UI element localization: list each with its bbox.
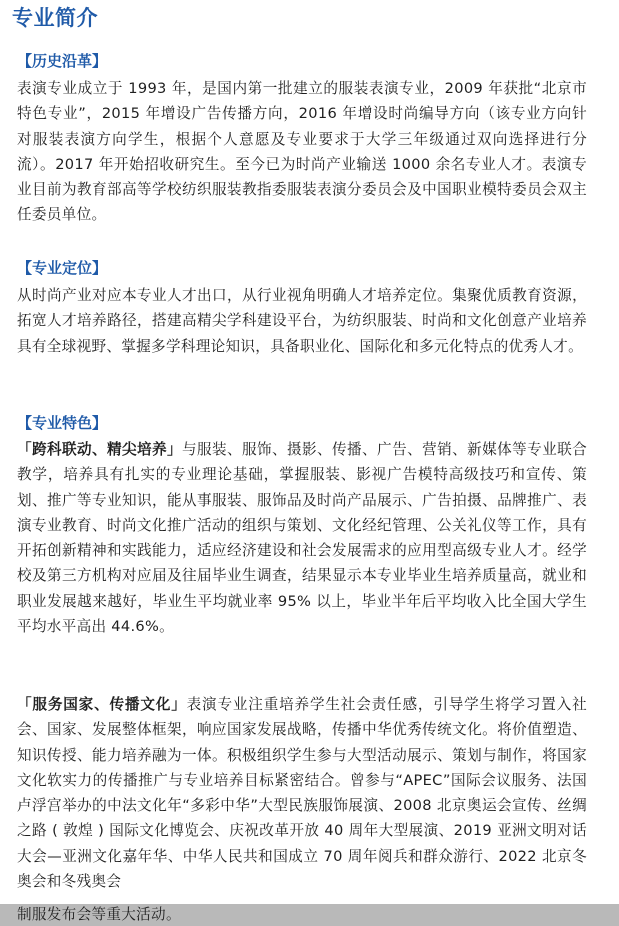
section-text-features-2	[17, 692, 587, 894]
positioning-paragraph: 从时尚产业对应本专业人才出口，从行业视角明确人才培养定位。集聚优质教育资源，拓宽人才培养路径，搭建高精尖学科建设平台，为纺织服装、时尚和文化创意产业培养具有全球视野、掌握多学科理论知识，具备职业化、国际化和多元化特点的优秀人才。	[17, 287, 587, 355]
section-text-history	[17, 76, 587, 228]
section-label-positioning: 【专业定位】	[17, 259, 108, 277]
page-title: 专业简介	[12, 6, 98, 30]
section-text-features-1	[17, 437, 587, 639]
features-paragraph-1-body: 与服装、服饰、摄影、传播、广告、营销、新媒体等专业联合教学，培养具有扎实的专业理论基础，掌握服装、影视广告模特高级技巧和宣传、策划、推广等专业知识，能从事服装、服饰品及时尚产品展示、广告拍摄、品牌推广、表演专业教育、时尚文化推广活动的组织与策划、文化经纪管理、公关礼仪等工作，具有开拓创新精神和实践能力，适应经济建设和社会发展需求的应用型高级专业人才。经学校及第三方机构对应届及往届毕业生调查，结果显示本专业毕业生培养质量高，就业和职业发展越来越好，毕业生平均就业率 95% 以上，毕业半年后平均收入比全国大学生平均水平高出 44.6%。	[17, 441, 587, 636]
features-paragraph-1-lead: 「跨科联动、精尖培养」	[17, 441, 183, 458]
features-paragraph-1	[17, 437, 587, 639]
history-paragraph: 表演专业成立于 1993 年，是国内第一批建立的服装表演专业，2009 年获批“北京市特色专业”，2015 年增设广告传播方向，2016 年增设时尚编导方向（该专业方向针对服装表演方向学生，根据个人意愿及专业要求于大学三年级通过双向选择进行分流）。2017 年开始招收研究生。至今已为时尚产业输送 1000 余名专业人才。表演专业目前为教育部高等学校纺织服装教指委服装表演分委员会及中国职业模特委员会双主任委员单位。	[17, 80, 587, 224]
section-text-positioning	[17, 283, 587, 359]
features-paragraph-2-lead: 「服务国家、传播文化」	[17, 696, 187, 713]
features-paragraph-2-tail: 制服发布会等重大活动。	[17, 906, 181, 923]
section-label-history: 【历史沿革】	[17, 52, 108, 70]
section-label-features: 【专业特色】	[17, 414, 108, 432]
features-paragraph-2	[17, 692, 587, 894]
features-paragraph-2-body: 表演专业注重培养学生社会责任感，引导学生将学习置入社会、国家、发展整体框架，响应国家发展战略，传播中华优秀传统文化。将价值塑造、知识传授、能力培养融为一体。积极组织学生参与大型活动展示、策划与制作，将国家文化软实力的传播推广与专业培养目标紧密结合。曾参与“APEC”国际会议服务、法国卢浮宫举办的中法文化年“多彩中华”大型民族服饰展演、2008 北京奥运会宣传、丝绸之路 ( 敦煌 ) 国际文化博览会、庆祝改革开放 40 周年大型展演、2019 亚洲文明对话大会—亚洲文化嘉年华、中华人民共和国成立 70 周年阅兵和群众游行、2022 北京冬奥会和冬残奥会	[17, 696, 587, 891]
